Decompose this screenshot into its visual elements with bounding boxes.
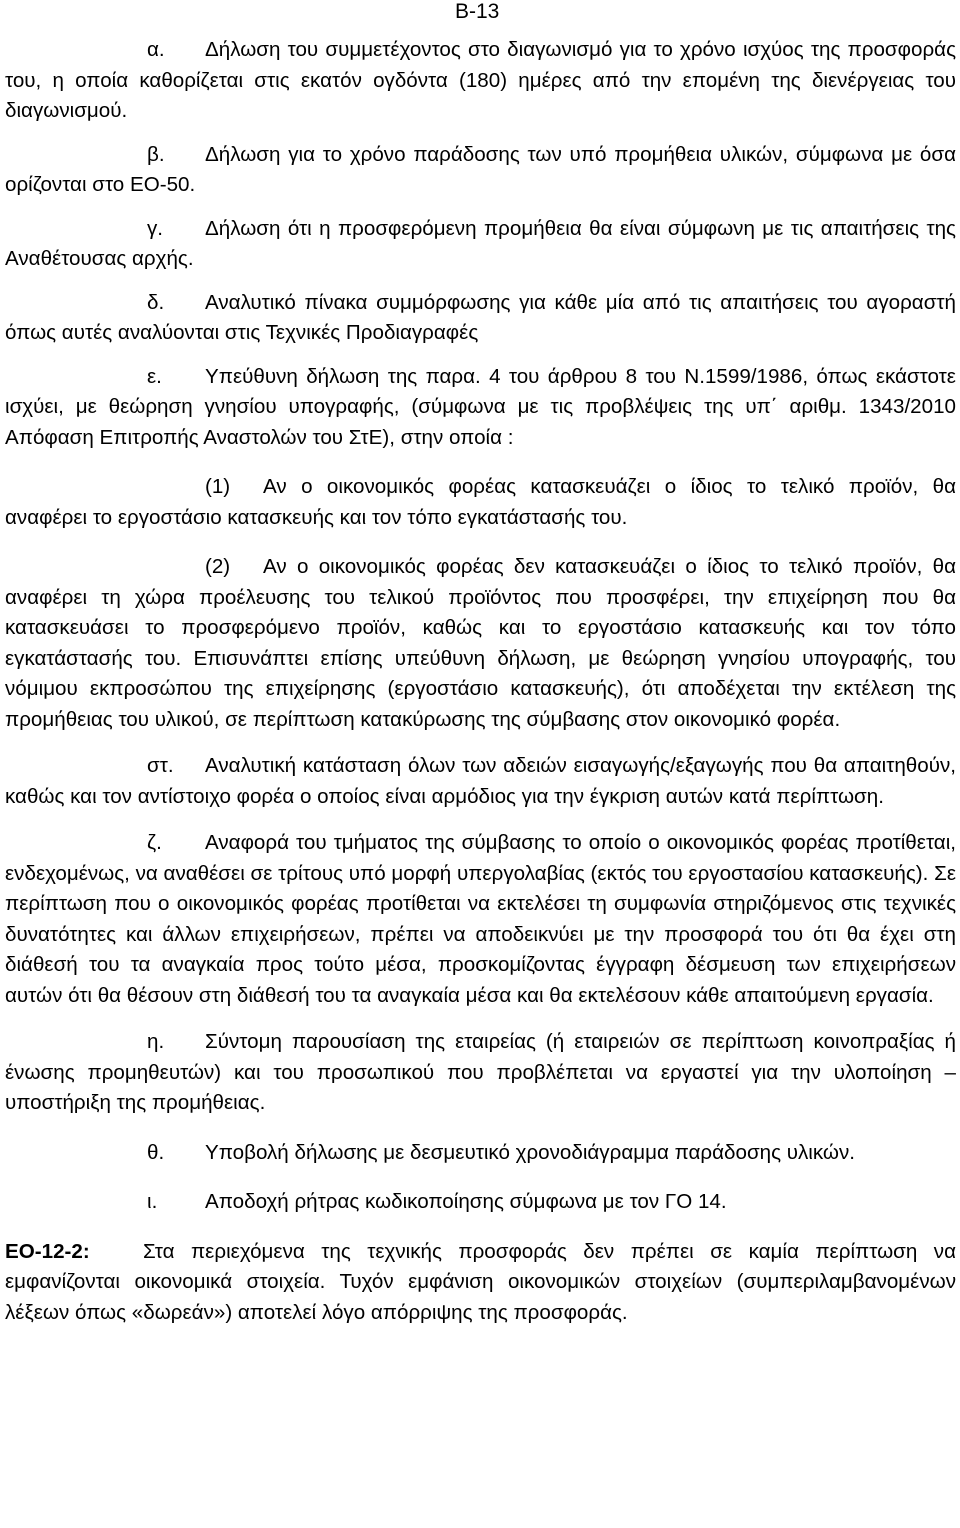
item-label: η. (147, 1030, 165, 1053)
item-e (5, 362, 956, 454)
document-body (5, 35, 956, 1328)
item-label: ι. (147, 1190, 158, 1213)
item-text: Αποδοχή ρήτρας κωδικοποίησης σύμφωνα με τον ΓΟ 14. (205, 1190, 727, 1213)
item-h (5, 1027, 956, 1119)
item-b (5, 140, 956, 201)
item-i (5, 1187, 956, 1218)
eo-section (5, 1237, 956, 1329)
item-label: θ. (147, 1140, 165, 1164)
item-label: δ. (147, 290, 165, 314)
item-a (5, 35, 956, 127)
subitem-label: (1) (205, 475, 231, 498)
item-label: ε. (147, 364, 162, 388)
item-text: Αναλυτικό πίνακα συμμόρφωσης για κάθε μία από τις απαιτήσεις του αγοραστή όπως αυτές αναλύονται στις Τεχνικές Προδιαγραφές (5, 290, 956, 344)
subitem-text: Αν ο οικονομικός φορέας κατασκευάζει ο ίδιος το τελικό προϊόν, θα αναφέρει το εργοστάσιο κατασκευής και τον τόπο εγκατάστασής του. (5, 475, 956, 529)
item-text: Αναφορά του τμήματος της σύμβασης το οποίο ο οικονομικός φορέας προτίθεται, ενδεχομένως, να αναθέσει σε τρίτους υπό μορφή υπεργολαβίας (εκτός του εργοστασίου κατασκευής). Σε περίπτωση που ο οικονομικός φορέας προτίθεται να εκτελέσει τη συμφωνία στηριζόμενος στις τεχνικές δυνατότητες και άλλων επιχειρήσεων, πρέπει να αποδεικνύει με την προσφορά του ότι θα έχει στη διάθεσή του τα αναγκαία προς τούτο μέσα, προσκομίζοντας έγγραφη δέσμευση των επιχειρήσεων αυτών ότι θα θέσουν στη διάθεσή του τα αναγκαία μέσα και θα εκτελέσουν κάθε απαιτούμενη εργασία. (5, 831, 956, 1007)
page-number: Β-13 (455, 0, 500, 23)
item-th (5, 1138, 956, 1169)
item-text: Δήλωση ότι η προσφερόμενη προμήθεια θα είναι σύμφωνη με τις απαιτήσεις της Αναθέτουσας αρχής. (5, 216, 956, 270)
item-label: γ. (147, 216, 164, 240)
item-z (5, 828, 956, 1011)
item-text: Υπεύθυνη δήλωση της παρα. 4 του άρθρου 8 του Ν.1599/1986, όπως εκάστοτε ισχύει, με θεώρηση γνησίου υπογραφής, (σύμφωνα με τις προβλέψεις της υπ΄ αριθμ. 1343/2010 Απόφαση Επιτροπής Αναστολών του ΣτΕ), στην οποία : (5, 364, 956, 449)
item-text: Σύντομη παρουσίαση της εταιρείας (ή εταιρειών σε περίπτωση κοινοπραξίας ή ένωσης προμηθευτών) και του προσωπικού που προβλέπεται να εργαστεί για την υλοποίηση – υποστήριξη της προμήθειας. (5, 1030, 956, 1114)
subitem-text: Αν ο οικονομικός φορέας δεν κατασκευάζει ο ίδιος το τελικό προϊόν, θα αναφέρει τη χώρα προέλευσης του τελικού προϊόντος που προσφέρει, την επιχείρηση που θα κατασκευάσει το προσφερόμενο προϊόν, καθώς και το εργοστάσιο κατασκευής και τον τόπο εγκατάστασής του. Επισυνάπτει επίσης υπεύθυνη δήλωση, με θεώρηση γνησίου υπογραφής, του νόμιμου εκπροσώπου της επιχείρησης (εργοστάσιο κατασκευής), ότι αποδέχεται την εκτέλεση της προμήθειας του υλικού, σε περίπτωση κατακύρωσης της σύμβασης στον οικονομικό φορέα. (5, 555, 956, 731)
item-text: Δήλωση του συμμετέχοντος στο διαγωνισμό για το χρόνο ισχύος της προσφοράς του, η οποία καθορίζεται στις εκατόν ογδόντα (180) ημέρες από την επομένη της διενέργειας του διαγωνισμού. (5, 38, 956, 122)
item-label: ζ. (147, 831, 162, 854)
item-text: Αναλυτική κατάσταση όλων των αδειών εισαγωγής/εξαγωγής που θα απαιτηθούν, καθώς και τον αντίστοιχο φορέα ο οποίος είναι αρμόδιος για την έγκριση αυτών κατά περίπτωση. (5, 754, 956, 808)
item-text: Δήλωση για το χρόνο παράδοσης των υπό προμήθεια υλικών, σύμφωνα με όσα ορίζονται στο ΕΟ-50. (5, 142, 956, 196)
item-text: Υποβολή δήλωσης με δεσμευτικό χρονοδιάγραμμα παράδοσης υλικών. (205, 1140, 856, 1164)
item-label: β. (147, 142, 165, 166)
subitem-1 (5, 472, 956, 533)
subitem-label: (2) (205, 555, 231, 578)
eo-text: Στα περιεχόμενα της τεχνικής προσφοράς δεν πρέπει σε καμία περίπτωση να εμφανίζονται οικονομικά στοιχεία. Τυχόν εμφάνιση οικονομικών στοιχείων (συμπεριλαμβανομένων λέξεων όπως «δωρεάν») αποτελεί λόγο απόρριψης της προσφοράς. (5, 1239, 956, 1324)
item-c (5, 214, 956, 275)
eo-reference: ΕΟ-12-2: (5, 1239, 90, 1263)
subitem-2 (5, 552, 956, 735)
item-d (5, 288, 956, 349)
item-label: α. (147, 38, 165, 61)
item-st (5, 751, 956, 812)
item-label: στ. (147, 754, 174, 777)
